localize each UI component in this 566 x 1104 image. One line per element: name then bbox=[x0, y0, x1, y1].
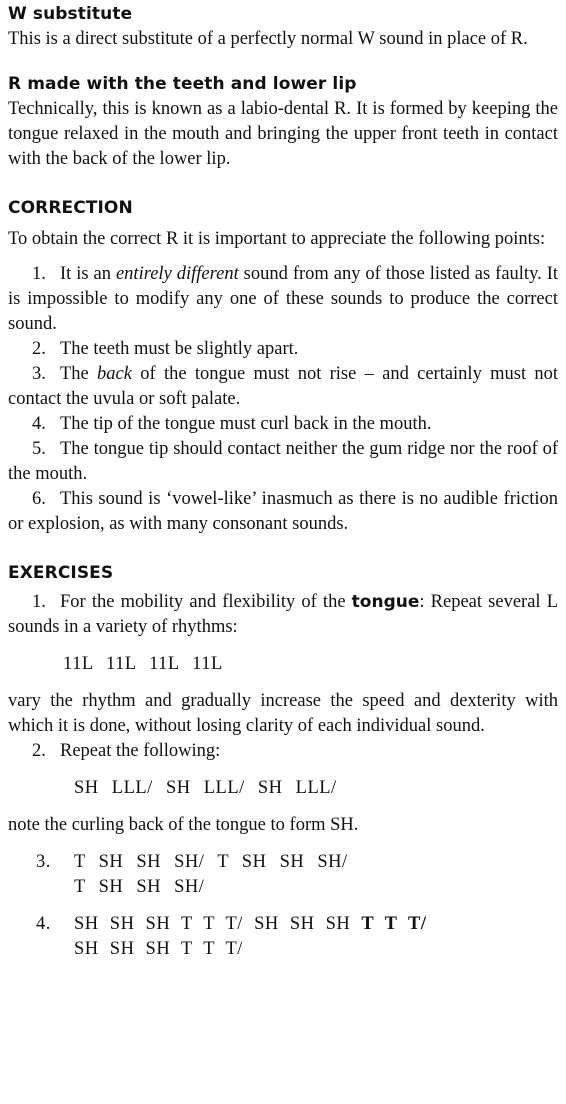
point-emphasis: back bbox=[97, 364, 132, 384]
correction-point bbox=[8, 337, 558, 362]
exercise-text: Repeat the following: bbox=[60, 741, 221, 761]
point-number: 6. bbox=[32, 489, 46, 509]
correction-point bbox=[8, 487, 558, 537]
exercise-4-line: SH SH SH T T T/ bbox=[74, 939, 243, 959]
point-number: 1. bbox=[32, 264, 46, 284]
exercise-4-bold: T T T/ bbox=[361, 914, 427, 934]
exercise-4-line: SH SH SH T T T/ SH SH SH bbox=[74, 914, 362, 934]
correction-point bbox=[8, 362, 558, 412]
point-text: of the tongue must not rise – and certainly must not contact the uvula or soft palate. bbox=[8, 364, 558, 409]
exercise-2 bbox=[8, 739, 558, 764]
exercise-4 bbox=[8, 912, 558, 937]
exercise-number: 1. bbox=[32, 592, 46, 612]
exercise-3-line: T SH SH SH/ bbox=[74, 877, 205, 897]
correction-point bbox=[8, 412, 558, 437]
document-page bbox=[8, 0, 558, 962]
point-number: 5. bbox=[32, 439, 46, 459]
point-number: 4. bbox=[32, 414, 46, 434]
exercise-text: : Repeat several L sounds in a variety of rhythms: bbox=[8, 592, 558, 637]
correction-intro: To obtain the correct R it is important to appreciate the following points: bbox=[8, 229, 546, 249]
point-text: It is an bbox=[60, 264, 116, 284]
exercise-3-line: T SH SH SH/ T SH SH SH/ bbox=[74, 852, 348, 872]
exercise-number: 4. bbox=[36, 914, 51, 934]
point-emphasis: entirely different bbox=[115, 264, 239, 284]
labio-dental-body: Technically, this is known as a labio-dental R. It is formed by keeping the tongue relaxed in the mouth and bringing the upper front teeth in contact with the back of the lower lip. bbox=[8, 99, 558, 169]
point-text: sound from any of those listed as faulty. It is impossible to modify any one of these sounds to produce the correct sound. bbox=[8, 264, 559, 334]
exercise-bold-text: tongue bbox=[351, 592, 420, 612]
correction-point bbox=[8, 437, 558, 487]
point-number: 3. bbox=[32, 364, 46, 384]
labio-dental-heading: R made with the teeth and lower lip bbox=[8, 74, 357, 94]
point-text: The tip of the tongue must curl back in the mouth. bbox=[60, 414, 432, 434]
point-text: This sound is ‘vowel-like’ inasmuch as there is no audible friction or explosion, as with many consonant sounds. bbox=[8, 489, 558, 534]
exercise-2-after: note the curling back of the tongue to form SH. bbox=[8, 815, 359, 835]
correction-heading: CORRECTION bbox=[8, 198, 133, 218]
exercise-2-drill: SH LLL/ SH LLL/ SH LLL/ bbox=[74, 778, 337, 798]
exercise-1 bbox=[8, 590, 558, 640]
exercises-heading: EXERCISES bbox=[8, 563, 114, 583]
exercise-number: 3. bbox=[36, 852, 51, 872]
correction-point bbox=[8, 262, 558, 337]
exercise-number: 2. bbox=[32, 741, 46, 761]
point-text: The bbox=[60, 364, 98, 384]
point-text: The tongue tip should contact neither the gum ridge nor the roof of the mouth. bbox=[8, 439, 558, 484]
w-substitute-heading: W substitute bbox=[8, 4, 133, 24]
w-substitute-body: This is a direct substitute of a perfectly normal W sound in place of R. bbox=[8, 29, 528, 49]
exercise-1-drill: 11L 11L 11L 11L bbox=[63, 654, 223, 674]
point-number: 2. bbox=[32, 339, 46, 359]
point-text: The teeth must be slightly apart. bbox=[60, 339, 299, 359]
exercise-3 bbox=[8, 850, 558, 875]
exercise-1-after: vary the rhythm and gradually increase the speed and dexterity with which it is done, without losing clarity of each individual sound. bbox=[8, 691, 558, 736]
exercise-text: For the mobility and flexibility of the bbox=[60, 592, 352, 612]
